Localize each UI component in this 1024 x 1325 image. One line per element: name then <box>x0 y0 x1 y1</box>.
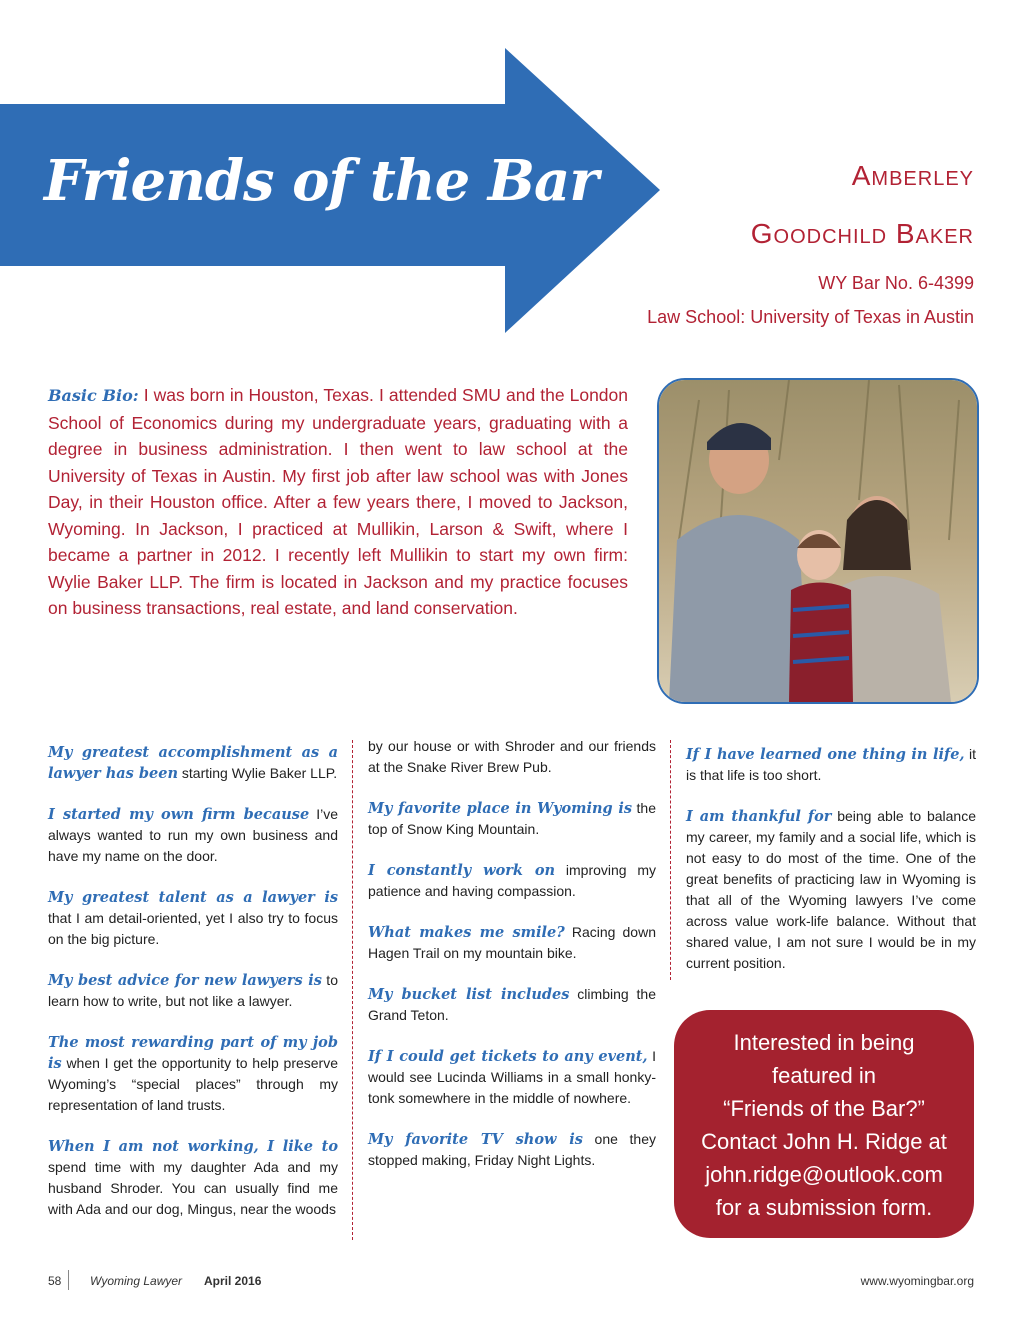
profile-name-line1: Amberley <box>851 160 974 191</box>
callout-line: Contact John H. Ridge at <box>701 1129 947 1154</box>
column-divider <box>670 740 671 980</box>
page-number: 58 <box>48 1274 62 1288</box>
qa-item-continued: by our house or with Shroder and our friends at the Snake River Brew Pub. <box>368 738 656 775</box>
qa-item: If I could get tickets to any event, I would see Lucinda Williams in a small honky-tonk somewhere in the middle of nowhere. <box>368 1048 656 1106</box>
callout-line: for a submission form. <box>715 1195 933 1220</box>
qa-item: My favorite TV show is one they stopped making, Friday Night Lights. <box>368 1131 656 1168</box>
qa-item: What makes me smile? Racing down Hagen Trail on my mountain bike. <box>368 924 656 961</box>
callout-line: featured in <box>772 1063 876 1088</box>
qa-item: My greatest accomplishment as a lawyer has been starting Wylie Baker LLP. <box>48 744 338 782</box>
banner-title: Friends of the Bar <box>44 148 598 214</box>
callout-line: “Friends of the Bar?” <box>723 1096 925 1121</box>
issue-date: April 2016 <box>204 1274 262 1288</box>
qa-item: The most rewarding part of my job is when I get the opportunity to help preserve Wyoming’s “special places” through my representation of land trusts. <box>48 1034 338 1113</box>
bio-lead: Basic Bio: <box>48 386 139 405</box>
bio-paragraph <box>48 382 628 622</box>
bar-number: WY Bar No. 6-4399 <box>818 273 974 293</box>
qa-item: My bucket list includes climbing the Grand Teton. <box>368 986 657 1023</box>
law-school: Law School: University of Texas in Austin <box>647 307 974 327</box>
bio-text: I was born in Houston, Texas. I attended SMU and the London School of Economics during my undergraduate years, graduating with a degree in business administration. I then went to law school at the University of Texas in Austin. My first job after law school was with Jones Day, in their Houston office. After a few years there, I moved to Jackson, Wyoming. In Jackson, I practiced at Mullikin, Larson & Swift, where I became a partner in 2012. I recently left Mullikin to start my own firm: Wylie Baker LLP. The firm is located in Jackson and my practice focuses on business transactions, real estate, and land conservation. <box>48 385 629 618</box>
qa-item: My best advice for new lawyers is to learn how to write, but not like a lawyer. <box>48 972 338 1009</box>
qa-item: I constantly work on improving my patience and having compassion. <box>368 862 657 899</box>
qa-item: If I have learned one thing in life, it is that life is too short. <box>686 746 976 783</box>
website-link[interactable]: www.wyomingbar.org <box>860 1274 974 1288</box>
qa-column-2 <box>368 736 656 1191</box>
qa-item: My greatest talent as a lawyer is that I am detail-oriented, yet I also try to focus on the big picture. <box>48 889 338 947</box>
profile-name-line2: Goodchild Baker <box>750 218 974 249</box>
family-photo <box>657 378 979 704</box>
submission-callout <box>674 1010 974 1238</box>
column-divider <box>352 740 353 1240</box>
qa-column-1 <box>48 742 338 1240</box>
qa-item: I am thankful for being able to balance my career, my family and a social life, which is not easy to do most of the time. One of the great benefits of practicing law in Wyoming is that all of the Wyoming lawyers I’ve come across value work-life balance. Without that shared value, I am not sure I would be in my current position. <box>686 808 977 971</box>
contact-email[interactable]: john.ridge@outlook.com <box>705 1162 943 1187</box>
qa-item: My favorite place in Wyoming is the top of Snow King Mountain. <box>368 800 656 837</box>
publication-name: Wyoming Lawyer <box>90 1274 183 1288</box>
qa-item: When I am not working, I like to spend time with my daughter Ada and my husband Shroder. You can usually find me with Ada and our dog, Mingus, near the woods <box>48 1138 338 1217</box>
qa-column-3 <box>686 744 976 994</box>
family-photo-image <box>659 380 977 702</box>
qa-item: I started my own firm because I’ve always wanted to run my own business and have my name on the door. <box>48 806 338 864</box>
callout-line: Interested in being <box>733 1030 915 1055</box>
footer-divider <box>68 1270 69 1290</box>
